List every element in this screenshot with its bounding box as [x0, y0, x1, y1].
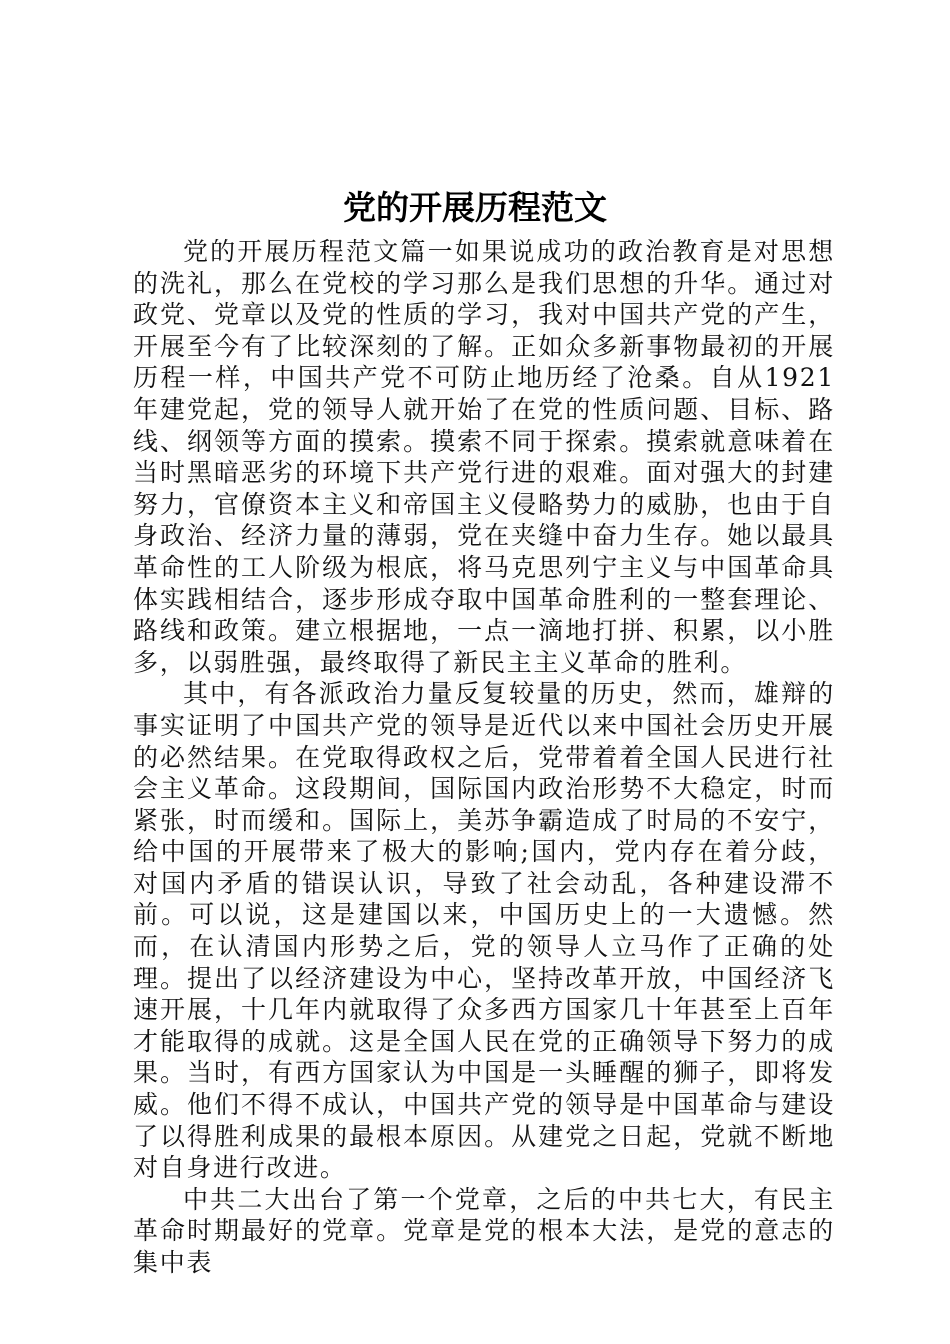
paragraph-1: 党的开展历程范文篇一如果说成功的政治教育是对思想的洗礼，那么在党校的学习那么是我们思想的升华。通过对政党、党章以及党的性质的学习，我对中国共产党的产生，开展至今有了比较深刻的了解。正如众多新事物最初的开展历程一样，中国共产党不可防止地历经了沧桑。自从1921年建党起，党的领导人就开始了在党的性质问题、目标、路线、纲领等方面的摸索。摸索不同于探索。摸索就意味着在当时黑暗恶劣的环境下共产党行进的艰难。面对强大的封建努力，官僚资本主义和帝国主义侵略势力的威胁，也由于自身政治、经济力量的薄弱，党在夹缝中奋力生存。她以最具革命性的工人阶级为根底，将马克思列宁主义与中国革命具体实践相结合，逐步形成夺取中国革命胜利的一整套理论、路线和政策。建立根据地，一点一滴地打拼、积累，以小胜多，以弱胜强，最终取得了新民主主义革命的胜利。 [133, 237, 835, 677]
paragraph-2: 其中，有各派政治力量反复较量的历史，然而，雄辩的事实证明了中国共产党的领导是近代以来中国社会历史开展的必然结果。在党取得政权之后，党带着着全国人民进行社会主义革命。这段期间，国际国内政治形势不大稳定，时而紧张，时而缓和。国际上，美苏争霸造成了时局的不安宁，给中国的开展带来了极大的影响;国内，党内存在着分歧，对国内矛盾的错误认识，导致了社会动乱，各种建设滞不前。可以说，这是建国以来，中国历史上的一大遗憾。然而，在认清国内形势之后，党的领导人立马作了正确的处理。提出了以经济建设为中心，坚持改革开放，中国经济飞速开展，十几年内就取得了众多西方国家几十年甚至上百年才能取得的成就。这是全国人民在党的正确领导下努力的成果。当时，有西方国家认为中国是一头睡醒的狮子，即将发威。他们不得不成认，中国共产党的领导是中国革命与建设了以得胜利成果的最根本原因。从建党之日起，党就不断地对自身进行改进。 [133, 679, 835, 1183]
document-title: 党的开展历程范文 [343, 188, 607, 227]
paragraph-3: 中共二大出台了第一个党章，之后的中共七大，有民主革命时期最好的党章。党章是党的根本大法，是党的意志的集中表 [133, 1184, 835, 1277]
document-body [133, 236, 835, 1279]
